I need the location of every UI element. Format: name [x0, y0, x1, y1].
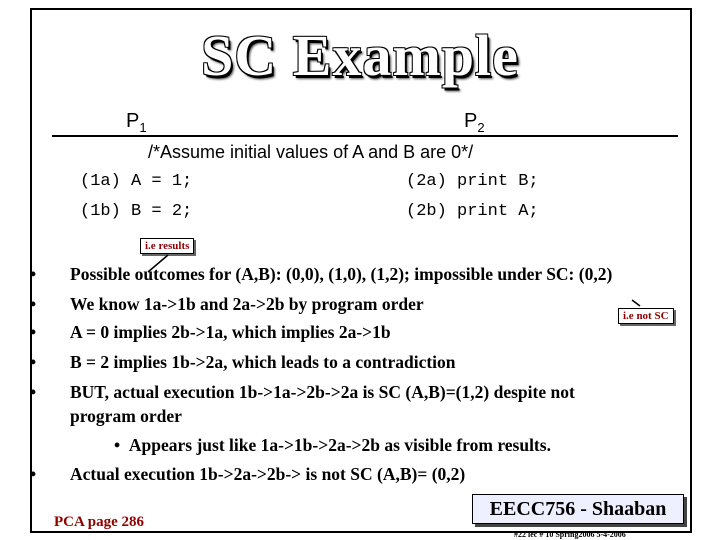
bullet-outcomes	[30, 264, 612, 285]
bullet-b-two	[30, 352, 456, 373]
bullet-text: Actual execution 1b->2a->2b-> is not SC (A,B)= (0,2)	[70, 464, 466, 484]
bullet-dot: •	[30, 294, 37, 314]
bullet-text: Possible outcomes for (A,B): (0,0), (1,0), (1,2); impossible under SC: (0,2)	[70, 264, 613, 284]
sub-bullet-appears	[114, 435, 551, 456]
p1-base: P	[126, 110, 140, 132]
p2-sub: 2	[477, 120, 485, 135]
p1-sub: 1	[139, 120, 147, 135]
not-sc-pointer-line	[632, 300, 640, 306]
lecture-meta: #22 lec # 10 Spring2006 5-4-2006	[514, 530, 626, 539]
sub-bullet-dot: •	[114, 435, 121, 455]
bullet-dot: •	[30, 264, 37, 284]
bullet-text: A = 0 implies 2b->1a, which implies 2a->1b	[70, 322, 391, 342]
sub-bullet-text: Appears just like 1a->1b->2a->2b as visible from results.	[128, 435, 551, 455]
pca-page-reference: PCA page 286	[54, 514, 144, 530]
bullet-actual-execution-cont: program order	[70, 406, 182, 426]
code-line-1b: (1b) B = 2;	[80, 202, 193, 221]
bullet-a-zero	[30, 322, 391, 343]
code-line-2a: (2a) print B;	[406, 172, 539, 191]
callout-ie-results: i.e results	[140, 238, 194, 254]
bullet-dot: •	[30, 382, 37, 402]
bullet-text: BUT, actual execution 1b->1a->2b->2a is SC (A,B)=(1,2) despite not	[70, 382, 575, 402]
bullet-actual-execution	[30, 382, 575, 403]
bullet-text: B = 2 implies 1b->2a, which leads to a contradiction	[70, 352, 456, 372]
bullet-dot: •	[30, 464, 37, 484]
bullet-text: We know 1a->1b and 2a->2b by program order	[70, 294, 424, 314]
course-badge: EECC756 - Shaaban	[472, 494, 684, 524]
bullet-dot: •	[30, 352, 37, 372]
assumption-comment: /*Assume initial values of A and B are 0*/	[148, 142, 474, 162]
code-line-2b: (2b) print A;	[406, 202, 539, 221]
callout-ie-not-sc: i.e not SC	[618, 308, 674, 324]
bullet-not-sc	[30, 464, 465, 485]
p2-base: P	[464, 110, 478, 132]
code-line-1a: (1a) A = 1;	[80, 172, 193, 191]
bullet-dot: •	[30, 322, 37, 342]
bullet-program-order	[30, 294, 424, 315]
slide-title: SC Example	[201, 23, 519, 88]
